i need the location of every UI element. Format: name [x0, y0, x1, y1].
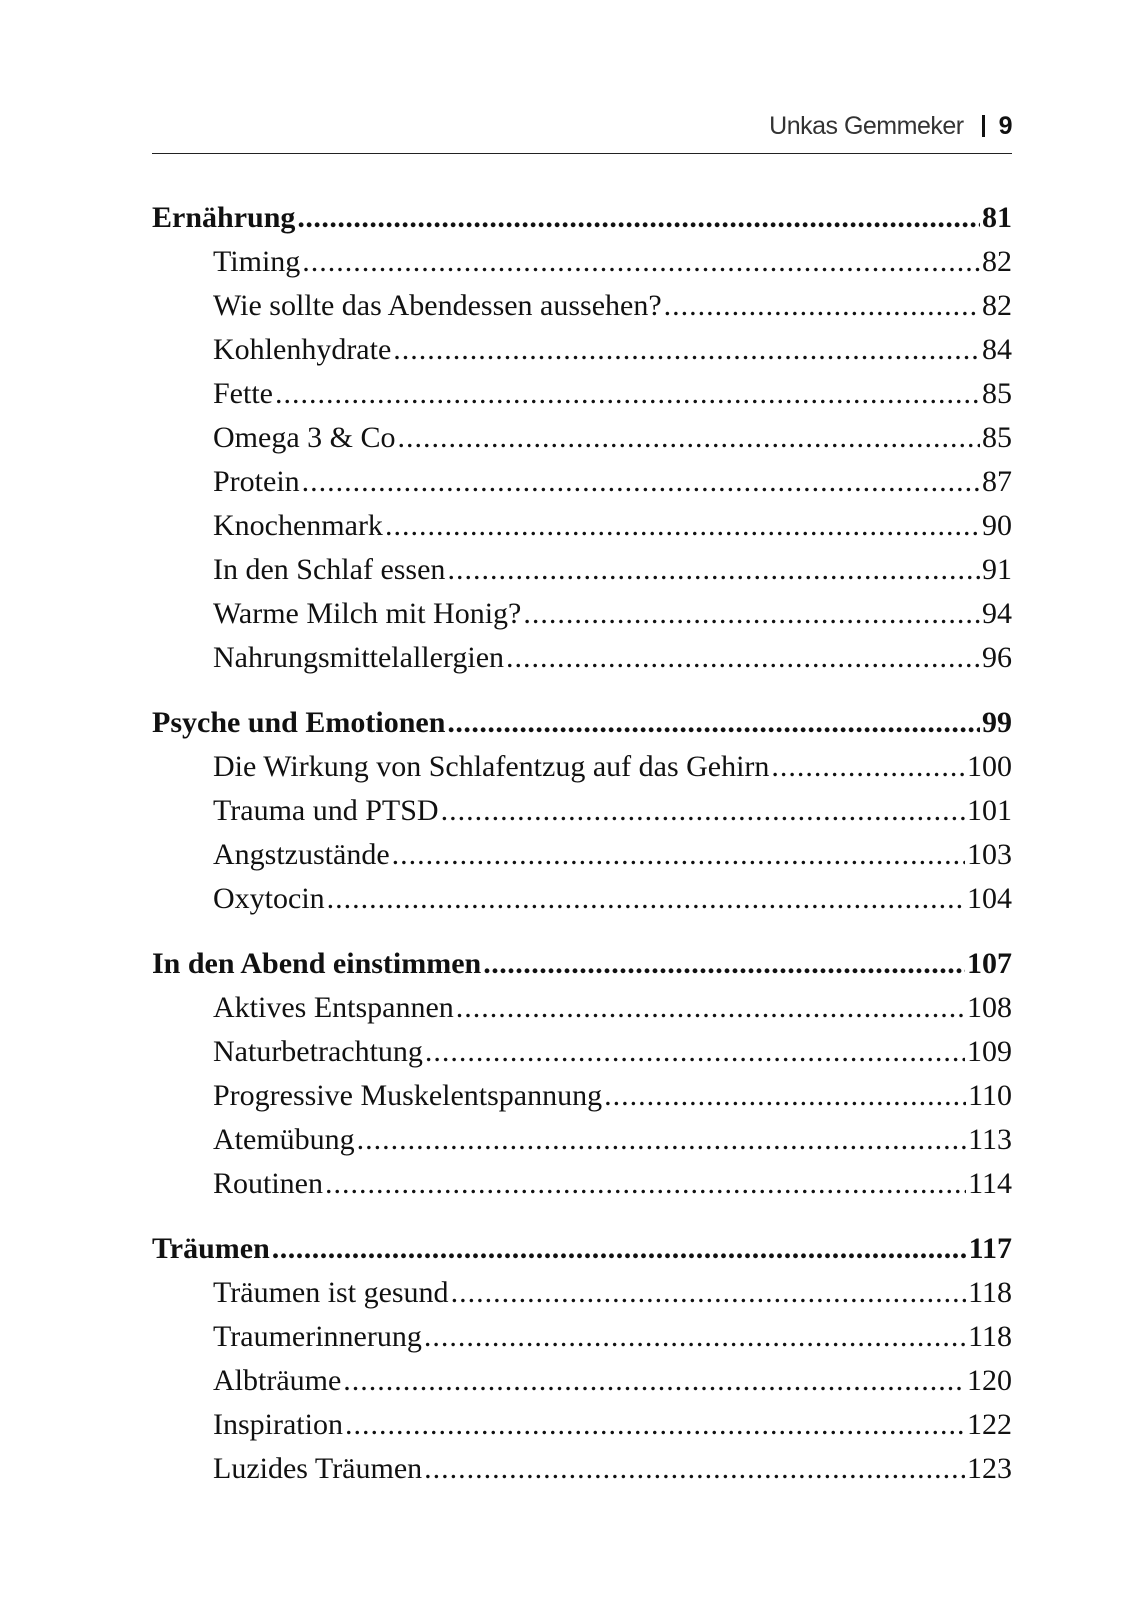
toc-entry[interactable] — [152, 877, 1012, 921]
toc-entry-label: Nahrungsmittelallergien — [213, 641, 505, 674]
toc-entry[interactable] — [152, 416, 1012, 460]
toc-entry[interactable] — [152, 328, 1012, 372]
toc-entry-label: Protein — [213, 465, 300, 498]
toc-entry-label: Die Wirkung von Schlafentzug auf das Gehirn — [213, 750, 770, 783]
toc-entry-page-number: 85 — [982, 377, 1012, 410]
dot-leader — [345, 1403, 965, 1447]
toc-section — [152, 196, 1012, 680]
toc-entry-label: Timing — [213, 245, 301, 278]
toc-entry-page-number: 118 — [968, 1320, 1012, 1353]
toc-entry-label: Inspiration — [213, 1408, 343, 1441]
dot-leader — [275, 372, 980, 416]
toc-entry-page-number: 85 — [982, 421, 1012, 454]
toc-entry-label: Knochenmark — [213, 509, 383, 542]
toc-entry[interactable] — [152, 1030, 1012, 1074]
toc-entry-page-number: 108 — [967, 991, 1012, 1024]
toc-entry-page-number: 82 — [982, 245, 1012, 278]
dot-leader — [327, 877, 965, 921]
dot-leader — [272, 1227, 967, 1271]
toc-chapter[interactable] — [152, 1227, 1012, 1271]
toc-chapter-page-number: 107 — [967, 947, 1012, 980]
toc-entry-page-number: 118 — [968, 1276, 1012, 1309]
toc-entry-label: Warme Milch mit Honig? — [213, 597, 522, 630]
toc-entry-page-number: 84 — [982, 333, 1012, 366]
toc-entry[interactable] — [152, 1162, 1012, 1206]
toc-entry-label: Aktives Entspannen — [213, 991, 454, 1024]
dot-leader — [523, 592, 980, 636]
dot-leader — [441, 789, 965, 833]
toc-section — [152, 701, 1012, 921]
toc-entry[interactable] — [152, 284, 1012, 328]
toc-entry-label: Fette — [213, 377, 273, 410]
toc-entry[interactable] — [152, 636, 1012, 680]
toc-chapter[interactable] — [152, 942, 1012, 986]
toc-entry[interactable] — [152, 745, 1012, 789]
toc-entry-label: Progressive Muskelentspannung — [213, 1079, 603, 1112]
dot-leader — [397, 416, 980, 460]
toc-entry[interactable] — [152, 592, 1012, 636]
toc-entry[interactable] — [152, 833, 1012, 877]
dot-leader — [424, 1447, 965, 1491]
running-header — [152, 106, 1012, 146]
dot-leader — [302, 240, 980, 284]
toc-entry[interactable] — [152, 986, 1012, 1030]
toc-entry[interactable] — [152, 1074, 1012, 1118]
toc-entry-page-number: 91 — [982, 553, 1012, 586]
toc-entry[interactable] — [152, 372, 1012, 416]
toc-chapter[interactable] — [152, 701, 1012, 745]
toc-entry-label: Trauma und PTSD — [213, 794, 439, 827]
toc-entry[interactable] — [152, 1359, 1012, 1403]
toc-entry-label: Angstzustände — [213, 838, 390, 871]
toc-entry-label: Kohlenhydrate — [213, 333, 392, 366]
dot-leader — [343, 1359, 965, 1403]
toc-entry-page-number: 96 — [982, 641, 1012, 674]
toc-entry[interactable] — [152, 1403, 1012, 1447]
toc-entry[interactable] — [152, 504, 1012, 548]
toc-entry-page-number: 110 — [968, 1079, 1012, 1112]
dot-leader — [447, 701, 980, 745]
toc-entry-label: Naturbetrachtung — [213, 1035, 423, 1068]
header-rule — [152, 153, 1012, 154]
toc-entry[interactable] — [152, 460, 1012, 504]
header-page-number: 9 — [998, 111, 1012, 140]
toc-chapter-label: Psyche und Emotionen — [152, 706, 446, 739]
toc-entry-page-number: 122 — [967, 1408, 1012, 1441]
dot-leader — [456, 986, 965, 1030]
dot-leader — [302, 460, 980, 504]
dot-leader — [425, 1030, 965, 1074]
dot-leader — [506, 636, 980, 680]
header-separator — [982, 115, 985, 137]
dot-leader — [424, 1315, 966, 1359]
toc-entry[interactable] — [152, 548, 1012, 592]
dot-leader — [385, 504, 980, 548]
dot-leader — [357, 1118, 966, 1162]
toc-entry-label: Atemübung — [213, 1123, 355, 1156]
header-author: Unkas Gemmeker — [769, 111, 964, 140]
dot-leader — [297, 196, 980, 240]
toc-entry-page-number: 114 — [968, 1167, 1012, 1200]
toc-chapter-label: Träumen — [152, 1232, 270, 1265]
toc-entry-page-number: 90 — [982, 509, 1012, 542]
toc-entry-label: Omega 3 & Co — [213, 421, 396, 454]
table-of-contents — [152, 196, 1012, 1512]
toc-chapter-label: Ernährung — [152, 201, 296, 234]
toc-section — [152, 1227, 1012, 1491]
dot-leader — [664, 284, 980, 328]
toc-entry-page-number: 100 — [967, 750, 1012, 783]
dot-leader — [451, 1271, 967, 1315]
toc-entry-page-number: 94 — [982, 597, 1012, 630]
dot-leader — [483, 942, 965, 986]
toc-entry[interactable] — [152, 789, 1012, 833]
toc-chapter-label: In den Abend einstimmen — [152, 947, 482, 980]
toc-chapter-page-number: 81 — [982, 201, 1012, 234]
toc-entry-label: Luzides Träumen — [213, 1452, 423, 1485]
toc-section — [152, 942, 1012, 1206]
toc-chapter[interactable] — [152, 196, 1012, 240]
toc-entry-page-number: 82 — [982, 289, 1012, 322]
toc-entry-label: Oxytocin — [213, 882, 325, 915]
dot-leader — [447, 548, 980, 592]
toc-entry-label: Wie sollte das Abendessen aussehen? — [213, 289, 662, 322]
toc-entry-page-number: 120 — [967, 1364, 1012, 1397]
toc-entry-page-number: 109 — [967, 1035, 1012, 1068]
dot-leader — [392, 833, 965, 877]
toc-entry-label: Albträume — [213, 1364, 342, 1397]
toc-chapter-page-number: 99 — [982, 706, 1012, 739]
toc-chapter-page-number: 117 — [968, 1232, 1012, 1265]
toc-entry-page-number: 104 — [967, 882, 1012, 915]
toc-entry-page-number: 113 — [968, 1123, 1012, 1156]
toc-entry[interactable] — [152, 1271, 1012, 1315]
toc-entry-page-number: 87 — [982, 465, 1012, 498]
toc-entry-label: Träumen ist gesund — [213, 1276, 449, 1309]
toc-entry-label: In den Schlaf essen — [213, 553, 446, 586]
toc-entry-page-number: 123 — [967, 1452, 1012, 1485]
dot-leader — [393, 328, 980, 372]
toc-entry[interactable] — [152, 1118, 1012, 1162]
toc-entry-page-number: 103 — [967, 838, 1012, 871]
toc-entry-label: Traumerinnerung — [213, 1320, 422, 1353]
toc-entry-label: Routinen — [213, 1167, 323, 1200]
toc-entry[interactable] — [152, 240, 1012, 284]
dot-leader — [325, 1162, 966, 1206]
toc-entry[interactable] — [152, 1447, 1012, 1491]
toc-entry[interactable] — [152, 1315, 1012, 1359]
dot-leader — [604, 1074, 966, 1118]
dot-leader — [771, 745, 965, 789]
toc-entry-page-number: 101 — [967, 794, 1012, 827]
